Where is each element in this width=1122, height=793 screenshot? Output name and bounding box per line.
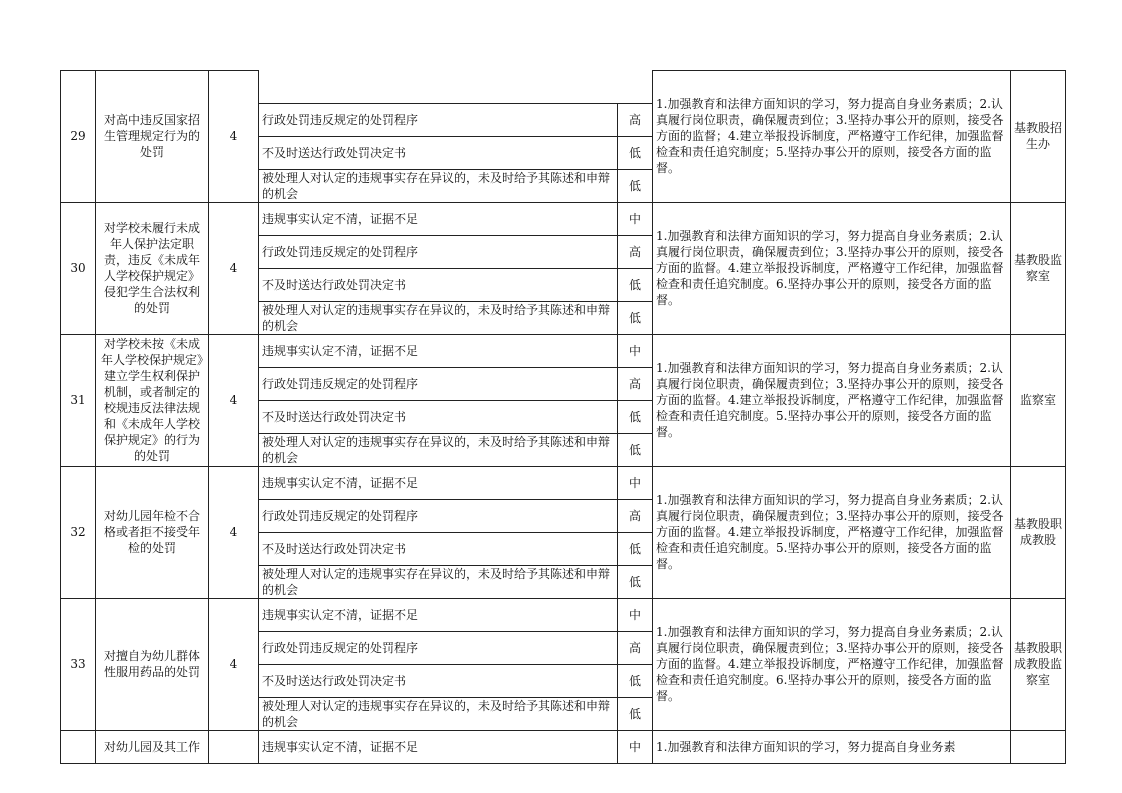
risk-level: 低 [618,565,653,598]
table-row [61,466,1066,499]
risk-level: 低 [618,136,653,169]
risk-level: 中 [618,730,653,763]
row-number: 32 [61,466,96,598]
risk-description: 不及时送达行政处罚决定书 [259,268,618,301]
risk-level: 中 [618,202,653,235]
risk-level: 低 [618,301,653,334]
table-row [61,598,1066,631]
prevention-measures: 1.加强教育和法律方面知识的学习，努力提高自身业务素质；2.认真履行岗位职责，确保履责到位；3.坚持办事公开的原则，接受各方面的监督；4.建立举报投诉制度，严格遵守工作纪律，加强监督检查和责任追究制度；5.坚持办事公开的原则，接受各方面的监督。 [653,71,1011,203]
risk-description: 被处理人对认定的违规事实存在异议的，未及时给予其陈述和申辩的机会 [259,433,618,466]
risk-description: 行政处罚违反规定的处罚程序 [259,235,618,268]
risk-level: 低 [618,268,653,301]
responsible-department [1011,730,1066,763]
risk-table [60,70,1066,764]
risk-description: 不及时送达行政处罚决定书 [259,136,618,169]
item-name: 对高中违反国家招生管理规定行为的处罚 [96,71,209,203]
risk-description: 违规事实认定不清，证据不足 [259,598,618,631]
responsible-department: 基教股招生办 [1011,71,1066,203]
prevention-measures: 1.加强教育和法律方面知识的学习，努力提高自身业务素质；2.认真履行岗位职责，确保履责到位；3.坚持办事公开的原则，接受各方面的监督。4.建立举报投诉制度，严格遵守工作纪律，加强监督检查和责任追究制度。5.坚持办事公开的原则，接受各方面的监督。 [653,466,1011,598]
row-number: 31 [61,334,96,466]
row-number: 30 [61,202,96,334]
risk-description: 行政处罚违反规定的处罚程序 [259,631,618,664]
risk-count: 4 [209,466,259,598]
risk-description: 行政处罚违反规定的处罚程序 [259,103,618,136]
risk-level: 高 [618,235,653,268]
table-row [61,730,1066,763]
risk-description: 被处理人对认定的违规事实存在异议的，未及时给予其陈述和申辩的机会 [259,301,618,334]
risk-level: 低 [618,664,653,697]
row-number: 29 [61,71,96,203]
risk-level: 中 [618,466,653,499]
risk-count: 4 [209,202,259,334]
prevention-measures: 1.加强教育和法律方面知识的学习，努力提高自身业务素质；2.认真履行岗位职责，确保履责到位；3.坚持办事公开的原则，接受各方面的监督。4.建立举报投诉制度，严格遵守工作纪律，加强监督检查和责任追究制度。6.坚持办事公开的原则，接受各方面的监督。 [653,202,1011,334]
risk-description: 不及时送达行政处罚决定书 [259,532,618,565]
risk-count: 4 [209,598,259,730]
risk-count: 4 [209,71,259,203]
row-number [61,730,96,763]
risk-level: 中 [618,334,653,367]
risk-count: 4 [209,334,259,466]
risk-level: 高 [618,367,653,400]
row-number: 33 [61,598,96,730]
item-name: 对幼儿园及其工作 [96,730,209,763]
risk-description: 违规事实认定不清，证据不足 [259,466,618,499]
risk-description: 不及时送达行政处罚决定书 [259,664,618,697]
prevention-measures: 1.加强教育和法律方面知识的学习，努力提高自身业务素质；2.认真履行岗位职责，确保履责到位；3.坚持办事公开的原则，接受各方面的监督。4.建立举报投诉制度，严格遵守工作纪律，加强监督检查和责任追究制度。5.坚持办事公开的原则，接受各方面的监督。 [653,334,1011,466]
table-row [61,202,1066,235]
prevention-measures: 1.加强教育和法律方面知识的学习，努力提高自身业务素 [653,730,1011,763]
risk-level: 低 [618,697,653,730]
risk-level: 高 [618,499,653,532]
risk-level: 低 [618,169,653,202]
risk-description: 行政处罚违反规定的处罚程序 [259,367,618,400]
responsible-department: 基教股职成教股 [1011,466,1066,598]
risk-level: 低 [618,532,653,565]
risk-level: 低 [618,433,653,466]
risk-description: 行政处罚违反规定的处罚程序 [259,499,618,532]
responsible-department: 基教股职成教股监察室 [1011,598,1066,730]
risk-description: 违规事实认定不清，证据不足 [259,334,618,367]
item-name: 对学校未按《未成年人学校保护规定》建立学生权利保护机制，或者制定的校规违反法律法规和《未成年人学校保护规定》的行为的处罚 [96,334,209,466]
risk-description: 被处理人对认定的违规事实存在异议的，未及时给予其陈述和申辩的机会 [259,169,618,202]
item-name: 对幼儿园年检不合格或者拒不接受年检的处罚 [96,466,209,598]
risk-description: 不及时送达行政处罚决定书 [259,400,618,433]
table-row [61,71,1066,104]
responsible-department: 基教股监察室 [1011,202,1066,334]
risk-level: 高 [618,103,653,136]
responsible-department: 监察室 [1011,334,1066,466]
risk-description: 被处理人对认定的违规事实存在异议的，未及时给予其陈述和申辩的机会 [259,697,618,730]
cutoff-cell [259,71,653,104]
item-name: 对学校未履行未成年人保护法定职责，违反《未成年人学校保护规定》侵犯学生合法权利的处罚 [96,202,209,334]
risk-level: 中 [618,598,653,631]
risk-table-sheet [60,70,1063,754]
table-row [61,334,1066,367]
risk-count [209,730,259,763]
risk-description: 被处理人对认定的违规事实存在异议的，未及时给予其陈述和申辩的机会 [259,565,618,598]
risk-description: 违规事实认定不清，证据不足 [259,730,618,763]
item-name: 对擅自为幼儿群体性服用药品的处罚 [96,598,209,730]
risk-description: 违规事实认定不清，证据不足 [259,202,618,235]
prevention-measures: 1.加强教育和法律方面知识的学习，努力提高自身业务素质；2.认真履行岗位职责，确保履责到位；3.坚持办事公开的原则，接受各方面的监督。4.建立举报投诉制度，严格遵守工作纪律，加强监督检查和责任追究制度。6.坚持办事公开的原则，接受各方面的监督。 [653,598,1011,730]
risk-level: 低 [618,400,653,433]
risk-level: 高 [618,631,653,664]
